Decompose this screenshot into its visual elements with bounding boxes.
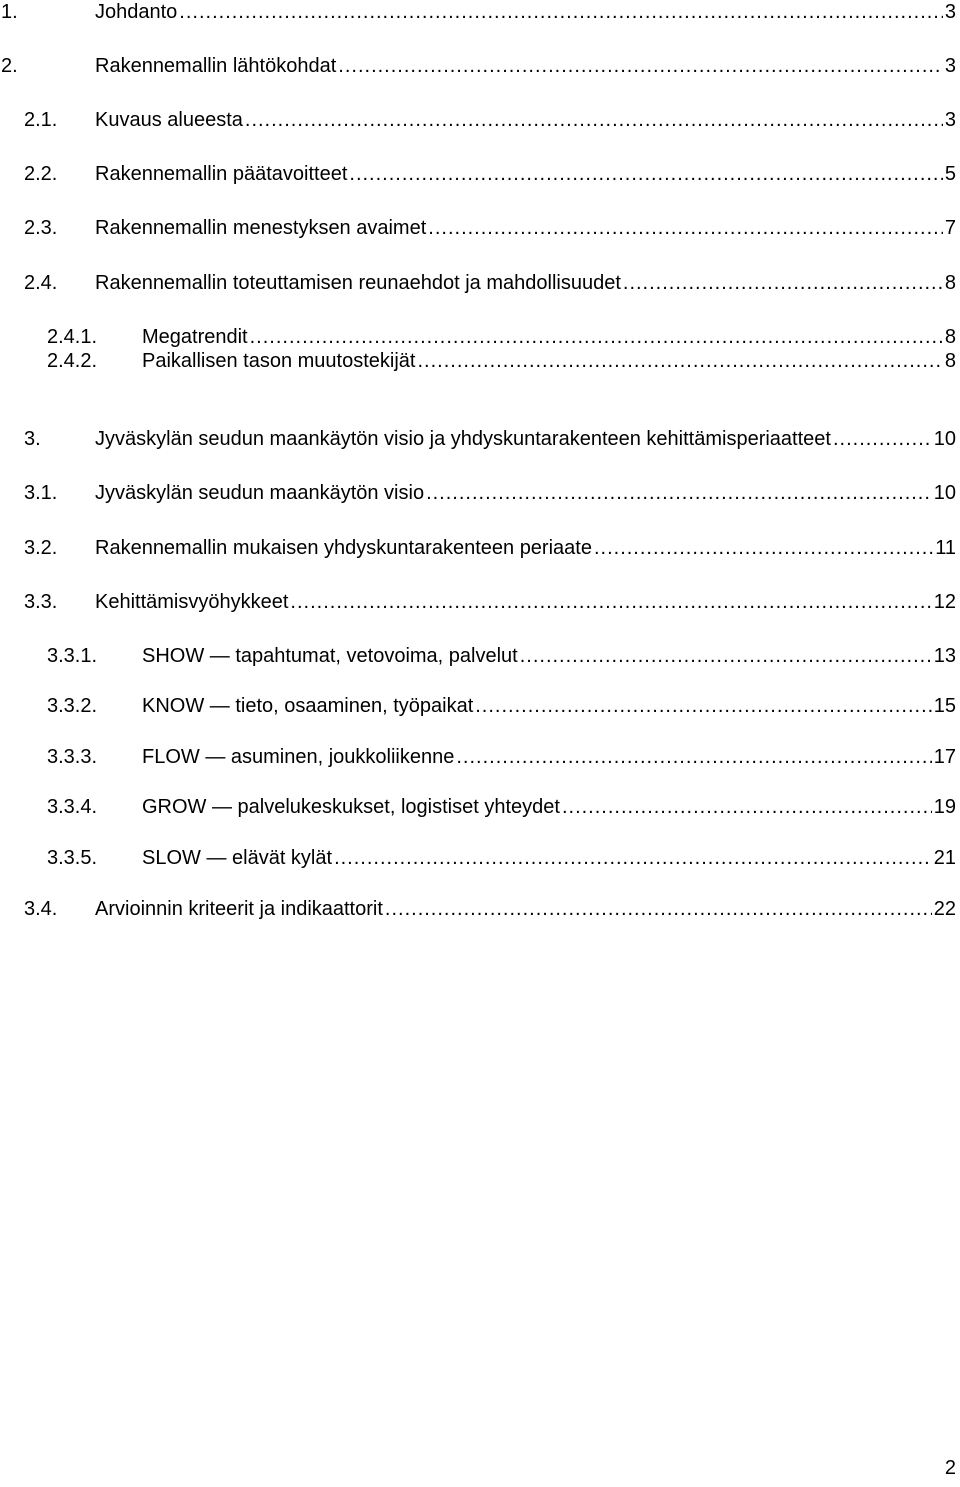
toc-entry-title: Kehittämisvyöhykkeet [95, 591, 289, 613]
toc-entry-page: 11 [935, 537, 956, 559]
toc-leader-dots [475, 693, 932, 719]
toc-leader-dots [250, 324, 943, 350]
toc-entry-title: FLOW — asuminen, joukkoliikenne [142, 746, 455, 768]
toc-entry-number: 3.3. [24, 591, 58, 613]
toc-entry-page: 13 [933, 645, 956, 667]
toc-entry-title: Kuvaus alueesta [95, 109, 243, 131]
toc-entry-page: 12 [933, 591, 956, 613]
toc-entry-page: 7 [944, 217, 956, 239]
toc-entry-number: 2.3. [24, 217, 58, 239]
toc-entry-title: Rakennemallin mukaisen yhdyskuntarakenteen periaate [95, 537, 592, 559]
toc-entry-title: Jyväskylän seudun maankäytön visio [95, 482, 425, 504]
toc-entry-number: 3. [24, 428, 41, 450]
toc-leader-dots [623, 270, 943, 296]
toc-entry-title: Megatrendit [142, 326, 248, 348]
toc-entry-number: 3.3.3. [47, 746, 98, 768]
toc-leader-dots [349, 161, 942, 187]
toc-entry-page: 10 [933, 428, 956, 450]
toc-entry-page: 3 [944, 55, 956, 77]
toc-entry-title: Rakennemallin lähtökohdat [95, 55, 337, 77]
toc-leader-dots [290, 589, 931, 615]
toc-entry-title: Johdanto [95, 1, 178, 23]
toc-entry-number: 2.4.2. [47, 350, 98, 372]
toc-entry-page: 19 [933, 796, 956, 818]
toc-entry-number: 2.4.1. [47, 326, 98, 348]
toc-leader-dots [456, 744, 931, 770]
toc-leader-dots [334, 845, 932, 871]
toc-entry-page: 10 [933, 482, 956, 504]
toc-leader-dots [562, 794, 932, 820]
toc-leader-dots [385, 896, 932, 922]
toc-entry-title: Jyväskylän seudun maankäytön visio ja yhdyskuntarakenteen kehittämisperiaatteet [95, 428, 831, 450]
toc-entry-number: 1. [1, 1, 18, 23]
toc-entry-page: 8 [944, 350, 956, 372]
toc-leader-dots [520, 643, 932, 669]
toc-entry-title: Paikallisen tason muutostekijät [142, 350, 416, 372]
toc-entry-number: 3.2. [24, 537, 58, 559]
toc-entry-number: 3.3.5. [47, 847, 98, 869]
toc-entry-title: Rakennemallin päätavoitteet [95, 163, 348, 185]
toc-entry-title: SHOW — tapahtumat, vetovoima, palvelut [142, 645, 518, 667]
toc-leader-dots [833, 426, 932, 452]
toc-entry-number: 2.1. [24, 109, 58, 131]
toc-entry-title: Rakennemallin toteuttamisen reunaehdot ja mahdollisuudet [95, 272, 621, 294]
toc-entry-number: 2.4. [24, 272, 58, 294]
page-number: 2 [944, 1457, 956, 1479]
toc-leader-dots [426, 480, 932, 506]
toc-leader-dots [417, 348, 942, 374]
toc-entry-page: 3 [944, 1, 956, 23]
toc-leader-dots [338, 53, 943, 79]
toc-entry-number: 3.3.1. [47, 645, 98, 667]
toc-entry-title: KNOW — tieto, osaaminen, työpaikat [142, 695, 474, 717]
toc-leader-dots [428, 215, 943, 241]
toc-entry-page: 5 [944, 163, 956, 185]
toc-entry-page: 3 [944, 109, 956, 131]
toc-entry-page: 17 [933, 746, 956, 768]
toc-leader-dots [179, 0, 943, 25]
toc-leader-dots [594, 535, 933, 561]
toc-entry-page: 8 [944, 326, 956, 348]
toc-entry-number: 3.3.4. [47, 796, 98, 818]
toc-entry-title: SLOW — elävät kylät [142, 847, 333, 869]
toc-entry-page: 8 [944, 272, 956, 294]
toc-entry-title: GROW — palvelukeskukset, logistiset yhteydet [142, 796, 560, 818]
toc-entry-number: 3.4. [24, 898, 58, 920]
toc-entry-page: 15 [933, 695, 956, 717]
toc-entry-page: 22 [933, 898, 956, 920]
toc-entry-number: 3.1. [24, 482, 58, 504]
toc-leader-dots [245, 107, 943, 133]
toc-entry-number: 2.2. [24, 163, 58, 185]
toc-entry-title: Rakennemallin menestyksen avaimet [95, 217, 427, 239]
toc-entry-title: Arvioinnin kriteerit ja indikaattorit [95, 898, 383, 920]
toc-entry-number: 2. [1, 55, 18, 77]
toc-entry-number: 3.3.2. [47, 695, 98, 717]
toc-entry-page: 21 [933, 847, 956, 869]
